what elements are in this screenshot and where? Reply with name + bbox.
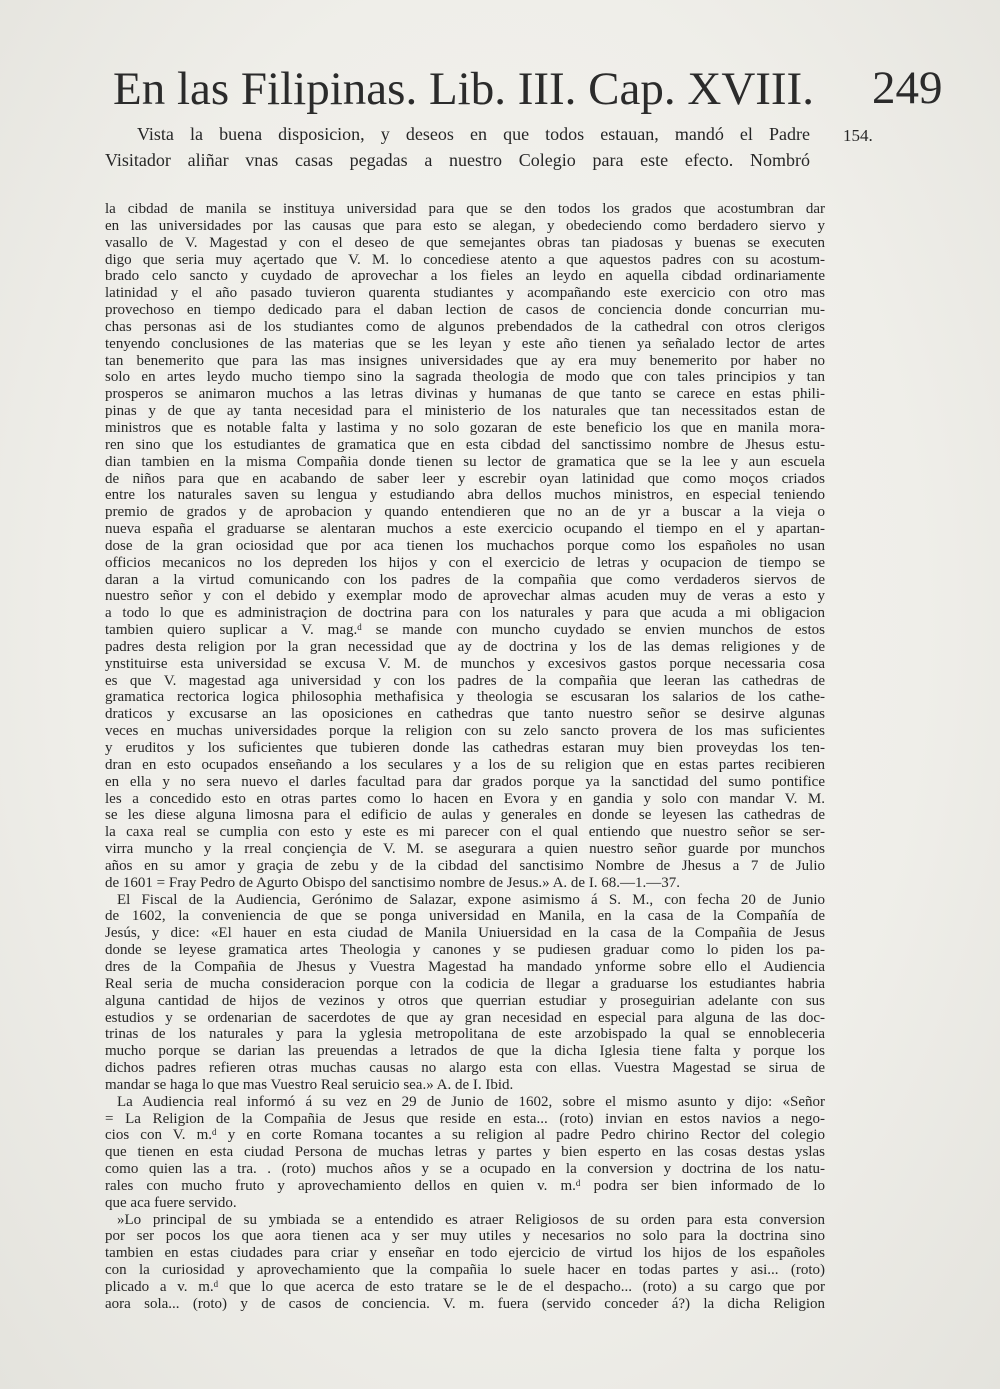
footnote-line: nueva españa el graduarse se alentaran muchos a este exercicio ocupando el tiempo en el y apartan- bbox=[105, 521, 825, 538]
footnote-line: gramatica rectorica logica philosophia methafisica y theologia se escusaran los salarios de los cathe- bbox=[105, 689, 825, 706]
footnote-line: Jesús, y dice: «El hauer en esta ciudad de Manila Uniuersidad en la casa de la Compañia de Jesus bbox=[105, 925, 825, 942]
footnote-line: dian tambien en la misma Compañia donde tienen su lector de gramatica que se la lee y aun escuela bbox=[105, 453, 825, 470]
page-number: 249 bbox=[872, 62, 943, 114]
footnote-line: dichos padres refieren otras muchas causas no alargo esta con ellas. Vuestra Magestad se sirua de bbox=[105, 1060, 825, 1077]
footnote-line: en las universidades por las causas que para esto se alegan, y obedeciendo como berdadero siervo y bbox=[105, 217, 825, 234]
footnote-line: que tienen en esta ciudad Persona de muchas letras y partes y bien esperto en las cosas destas yslas bbox=[105, 1144, 825, 1161]
footnote-line: dres de la Compañia de Jhesus y Vuestra Magestad ha mandado ynforme sobre ello el Audiencia bbox=[105, 958, 825, 975]
footnote-line: como quien las a tra. . (roto) muchos años y se a ocupado en la conversion y doctrina de los natu- bbox=[105, 1161, 825, 1178]
footnote-line: rales con mucho fruto y aprovechamiento dellos en quien v. m.ᵈ podra ser bien informado de lo bbox=[105, 1177, 825, 1194]
footnote-line: vasallo de V. Magestad y con el deseo de que semejantes obras tan piadosas y buenas se executen bbox=[105, 234, 825, 251]
footnote-line: officios mecanicos no los depreden los hijos y con el exercicio de letras y ocupacion de tiempo se bbox=[105, 554, 825, 571]
footnote-line: latinidad y el año pasado tuvieron quarenta studiantes y acompañando este exercicio con otro mas bbox=[105, 285, 825, 302]
footnote-line: »Lo principal de su ymbiada se a entendido es atraer Religiosos de su orden para esta conversion bbox=[117, 1211, 825, 1228]
body-line: Vista la buena disposicion, y deseos en que todos estauan, mandó el Padre bbox=[137, 124, 810, 144]
footnote-line: chas personas asi de los studiantes como de algunos prebendados de la cathedral con otros clerigos bbox=[105, 318, 825, 335]
footnote-line: prosperos se animaron muchos a las letras divinas y humanas de que tanto se carece en estas phili- bbox=[105, 386, 825, 403]
footnote-line: ren sino que los estudiantes de gramatica que en esta cibdad del sanctissimo nombre de Jhesus estu- bbox=[105, 436, 825, 453]
footnote-line: pinas y de que ay tanta necesidad para el ministerio de los naturales que tan necessitados estan de bbox=[105, 403, 825, 420]
footnote-line: provechoso en tiempo dedicado para el daban lection de casos de conciencia donde concurrian mu- bbox=[105, 302, 825, 319]
footnote-line: de 1601 = Fray Pedro de Agurto Obispo del sanctisimo nombre de Jesus.» A. de I. 68.—1.—37. bbox=[105, 874, 681, 891]
footnote-line: que aca fuere servido. bbox=[105, 1194, 237, 1211]
footnote-line: dose de la gran ociosidad que por aca tienen los muchachos porque como los españoles no usan bbox=[105, 537, 825, 554]
footnote-line: alguna cantidad de hijos de vezinos y otros que querrian estudiar y proseguirian adelante con sus bbox=[105, 992, 825, 1009]
footnote-line: en ella y no sera nuevo el darles facultad para dar grados porque ya la sanctidad del sumo pontifice bbox=[105, 773, 825, 790]
footnote-line: tenyendo conclusiones de las materias que se les leyan y este año tienen ya señalado lector de artes bbox=[105, 335, 825, 352]
footnote-line: premio de grados y de aprobacion y quando entendieren que no an de yr a buscar a la vieja o bbox=[105, 504, 825, 521]
margin-note: 154. bbox=[843, 126, 873, 145]
footnote-line: y eruditos y los suficientes que tubieren donde las cathedras estaran muy bien proveydas los ten- bbox=[105, 740, 825, 756]
footnote-line: plicado a v. m.ᵈ que lo que acerca de esto tratare se le de el despacho... (roto) a su cargo que por bbox=[105, 1279, 825, 1295]
footnote-line: años en su amor y graçia de zebu y de la cibdad del sanctisimo Nombre de Jhesus a 7 de Julio bbox=[105, 857, 825, 874]
footnote-line: donde se leyese gramatica artes Theologia y canones y se pudiesen graduar como lo piden los pa- bbox=[105, 942, 825, 959]
footnote-line: por ser pocos los que aora tienen aca y ser muy utiles y necesarios no solo para la doctrina sino bbox=[105, 1228, 825, 1245]
footnote-line: trinas de los naturales y para la yglesia metropolitana de este arzobispado la qual se ennobleceria bbox=[105, 1026, 825, 1043]
footnote-line: dran en esto ocupados enseñando a los seculares y a los de su religion que en estas partes recibieren bbox=[105, 756, 825, 773]
footnote-line: ynstituirse esta universidad se excusa V. M. de munchos y excesivos gastos porque necessaria cosa bbox=[105, 655, 825, 672]
footnote-line: Real seria de mucha consideracion porque con la codicia de llegar a graduarse los estudiantes habria bbox=[105, 975, 825, 992]
footnote-line: = La Religion de la Compañia de Jesus que reside en esta... (roto) invian en estos navios a nego- bbox=[105, 1110, 825, 1127]
footnote-line: la caxa real se cumplia con esto y este es mi parecer con el qual entiendo que nuestro señor se ser- bbox=[105, 824, 825, 841]
footnote-line: solo en artes leydo mucho tiempo sino la sagrada theologia de modo que con tales principios y tan bbox=[105, 369, 825, 386]
footnote-line: de 1602, la conveniencia de que se ponga universidad en Manila, en la casa de la Compañía de bbox=[105, 908, 825, 925]
footnote-line: digo que seria muy açertado que V. M. lo concediese atento a que aquestos padres con su acostum- bbox=[105, 251, 825, 268]
footnote-line: es que V. magestad aga universidad y con los padres de la compañia que leeran las cathedras de bbox=[105, 672, 825, 689]
footnote-line: a todo lo que es administraçion de doctrina para con los naturales y para que acuda a mi obligacion bbox=[105, 605, 825, 622]
footnote-line: aora sola... (roto) y de casos de conciencia. V. m. fuera (servido conceder á?) la dicha Religion bbox=[105, 1295, 825, 1312]
footnote-line: veces en muchas universidades porque la religion con su zelo sancto provera de los mas suficientes bbox=[105, 723, 825, 740]
footnote-line: El Fiscal de la Audiencia, Gerónimo de Salazar, expone asimismo á S. M., con fecha 20 de Junio bbox=[117, 891, 825, 908]
running-head: En las Filipinas. Lib. III. Cap. XVIII. bbox=[113, 63, 814, 115]
footnote-line: se les diese alguna limosna para el edificio de aulas y generales en donde se leyesen las cathedras de bbox=[105, 807, 825, 824]
footnote-line: virra muncho y la rreal conçiençia de V. M. se asegurara a quien nuestro señor guarde por munchos bbox=[105, 841, 825, 858]
footnote-line: de niños para que en acabando de saber leer y escrebir oyan latinidad que como moços criados bbox=[105, 470, 825, 487]
footnote-line: estudios y se ordenarian de sacerdotes de que ay gran necesidad en especial para alguna de las doc- bbox=[105, 1009, 825, 1026]
footnote-line: les a concedido esto en otras partes como lo hacen en Evora y en gandia y solo con mandar V. M. bbox=[105, 790, 825, 807]
footnote-line: tan benemerito que para las mas insignes universidades que ay era muy benemerito por haber no bbox=[105, 352, 825, 369]
footnote-line: la cibdad de manila se instituya universidad para que se den todos los grados que acostumbran dar bbox=[105, 201, 825, 217]
footnote-line: entre los naturales saven su lengua y estudiando abra dellos muchos ministros, en especial teniendo bbox=[105, 487, 825, 504]
footnote-line: tambien quiero suplicar a V. mag.ᵈ se mande con muncho cuydado se envien munchos de estos bbox=[105, 622, 825, 639]
footnote-line: padres desta religion por la gran necessidad que ay de doctrina y los de las demas religiones y de bbox=[105, 638, 825, 655]
footnote-line: ministros que es notable falta y lastima y no solo gozaran de este beneficio los que en manila mora- bbox=[105, 419, 825, 436]
body-line: Visitador aliñar vnas casas pegadas a nuestro Colegio para este efecto. Nombró bbox=[105, 150, 810, 170]
footnote-line: daran a la virtud comunicando con los padres de la compañia que como verdaderos siervos de bbox=[105, 571, 825, 588]
footnote-line: con la curiosidad y aprovechamiento que la compañia lo suele hacer en todas partes y asi... (roto) bbox=[105, 1262, 825, 1279]
footnote-line: draticos y excusarse an las oposiciones en cathedras que tanto nuestro señor se desirve algunas bbox=[105, 706, 825, 723]
footnote-line: La Audiencia real informó á su vez en 29 de Junio de 1602, sobre el mismo asunto y dijo: «Señor bbox=[117, 1093, 825, 1110]
footnote-line: mandar se haga lo que mas Vuestro Real seruicio sea.» A. de I. Ibid. bbox=[105, 1076, 514, 1093]
footnote-line: mucho porque se darian las preuendas a letrados de que la dicha Iglesia tiene falta y porque los bbox=[105, 1043, 825, 1060]
footnote-block bbox=[105, 201, 825, 1313]
footnote-line: brado celo sancto y cuydado de aprovechar a los fieles an leydo en aquella cibdad ordinariamente bbox=[105, 268, 825, 285]
footnote-line: tambien en estas ciudades para criar y enseñar en todo ejercicio de virtud los hijos de los españoles bbox=[105, 1245, 825, 1262]
footnote-line: nuestro señor y con el debido y exemplar modo de aprovechar almas acuden muy de veras a esto y bbox=[105, 588, 825, 605]
footnote-line: cios con V. m.ᵈ y en corte Romana tocantes a su religion al padre Pedro chirino Rector del colegio bbox=[105, 1127, 825, 1144]
